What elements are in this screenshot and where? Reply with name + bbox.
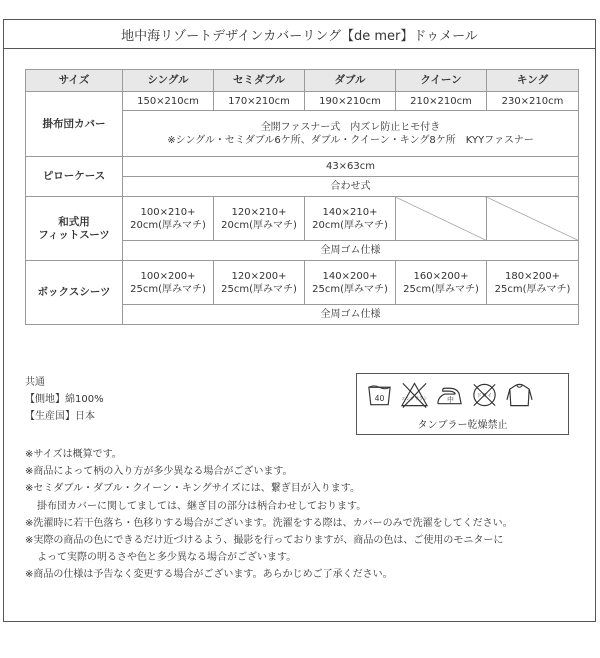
note-item: ※サイズは概算です。 [25, 449, 122, 460]
note-item: ※実際の商品の色にできるだけ近づけるよう、撮影を行っておりますが、商品の色は、ご使用のモニターに [25, 535, 504, 547]
material-text: 【側地】綿100% [25, 394, 104, 405]
box-note: 全周ゴム仕様 [123, 305, 579, 325]
box-size-king [487, 261, 579, 305]
box-size-semi-double [214, 261, 305, 305]
note-item: ※セミダブル・ダブル・クイーン・キングサイズには、繋ぎ目が入ります。 [25, 483, 360, 495]
box-size-queen-line2: 25cm(厚みマチ) [403, 283, 479, 295]
no-bleach-icon [400, 380, 429, 410]
no-bleach-text: エンソサラシ [401, 396, 428, 402]
duvet-size-single: 150×210cm [123, 92, 214, 111]
fitted-size-double [305, 197, 396, 241]
box-size-queen-line1: 160×200+ [413, 270, 469, 282]
header-double: ダブル [305, 70, 396, 92]
fitted-label-line2: フィットスーツ [38, 228, 110, 241]
header-queen: クイーン [396, 70, 487, 92]
duvet-note-line1: 全開ファスナー式 内ズレ防止ヒモ付き [260, 121, 441, 133]
fitted-size-double-line1: 140×210+ [322, 206, 378, 218]
fitted-size-single-line2: 20cm(厚みマチ) [130, 219, 206, 231]
care-icons [365, 380, 534, 410]
duvet-note [123, 111, 579, 157]
header-single: シングル [123, 70, 214, 92]
box-size-queen [396, 261, 487, 305]
fitted-size-single-line1: 100×210+ [140, 206, 196, 218]
fitted-size-semi-double-line2: 20cm(厚みマチ) [221, 219, 297, 231]
note-item: ※洗濯時に若干色落ち・色移りする場合がございます。洗濯をする際は、カバーのみで洗濯をしてください。 [25, 517, 513, 529]
fitted-note: 全周ゴム仕様 [123, 241, 579, 261]
note-item: ※商品によって柄の入り方が多少異なる場合がございます。 [25, 466, 293, 478]
header-king: キング [487, 70, 579, 92]
duvet-size-double: 190×210cm [305, 92, 396, 111]
common-heading: 共通 [25, 377, 45, 388]
tumble-dry-prohibited-text: タンブラー乾燥禁止 [417, 420, 508, 431]
table-row [26, 92, 579, 111]
box-size-single-line2: 25cm(厚みマチ) [130, 283, 206, 295]
wash-40-icon [365, 380, 394, 410]
notes-list [25, 446, 585, 584]
fitted-size-single [123, 197, 214, 241]
origin-text: 【生産国】日本 [25, 411, 95, 422]
duvet-size-semi-double: 170×210cm [214, 92, 305, 111]
box-size-king-line2: 25cm(厚みマチ) [494, 283, 571, 295]
box-size-king-line1: 180×200+ [505, 270, 560, 282]
pillow-note: 合わせ式 [123, 177, 579, 197]
row-label-fitted-sheet [26, 197, 123, 261]
spec-table [25, 69, 579, 325]
header-size: サイズ [26, 70, 123, 92]
header-semi-double: セミダブル [214, 70, 305, 92]
fitted-size-king-na [487, 197, 579, 241]
table-row [26, 197, 579, 241]
row-label-duvet-cover: 掛布団カバー [26, 92, 123, 157]
duvet-note-line2: ※シングル・セミダブル6ケ所、ダブル・クイーン・キング8ケ所 KYYファスナー [167, 134, 534, 146]
fitted-size-queen-na [396, 197, 487, 241]
table-row [26, 261, 579, 305]
note-item: ※商品の仕様は予告なく変更する場合がございます。あらかじめご了承ください。 [25, 569, 393, 581]
fitted-size-double-line2: 20cm(厚みマチ) [312, 219, 388, 231]
row-label-box-sheet: ボックスシーツ [26, 261, 123, 325]
fitted-label-line1: 和式用 [58, 215, 90, 228]
duvet-size-king: 230×210cm [487, 92, 579, 111]
table-header-row [26, 70, 579, 92]
note-item: 掛布団カバーに関してましては、継ぎ目の部分は柄合わせしております。 [37, 500, 367, 512]
box-size-double-line1: 140×200+ [322, 270, 378, 282]
iron-medium-text: 中 [447, 395, 454, 404]
care-label-box [356, 373, 569, 435]
wash-temp-text: 40 [374, 393, 385, 403]
fitted-size-semi-double [214, 197, 305, 241]
fitted-size-semi-double-line1: 120×210+ [231, 206, 287, 218]
row-label-pillow-case: ピローケース [26, 157, 123, 197]
common-info [25, 374, 104, 425]
box-size-double-line2: 25cm(厚みマチ) [312, 283, 388, 295]
pillow-size: 43×63cm [123, 157, 579, 177]
box-size-single-line1: 100×200+ [140, 270, 196, 282]
box-size-semi-double-line2: 25cm(厚みマチ) [221, 283, 297, 295]
no-dryclean-text: ドライ [476, 392, 493, 399]
iron-medium-icon [435, 380, 464, 410]
box-size-double [305, 261, 396, 305]
table-row [26, 157, 579, 177]
note-item: よって実際の明るさや色と多少異なる場合がございます。 [37, 552, 297, 564]
box-size-semi-double-line1: 120×200+ [231, 270, 287, 282]
no-dryclean-icon [470, 380, 499, 410]
hang-dry-shirt-icon [505, 380, 534, 410]
box-size-single [123, 261, 214, 305]
page-title: 地中海リゾートデザインカバーリング【de mer】ドゥメール [4, 20, 595, 49]
duvet-size-queen: 210×210cm [396, 92, 487, 111]
